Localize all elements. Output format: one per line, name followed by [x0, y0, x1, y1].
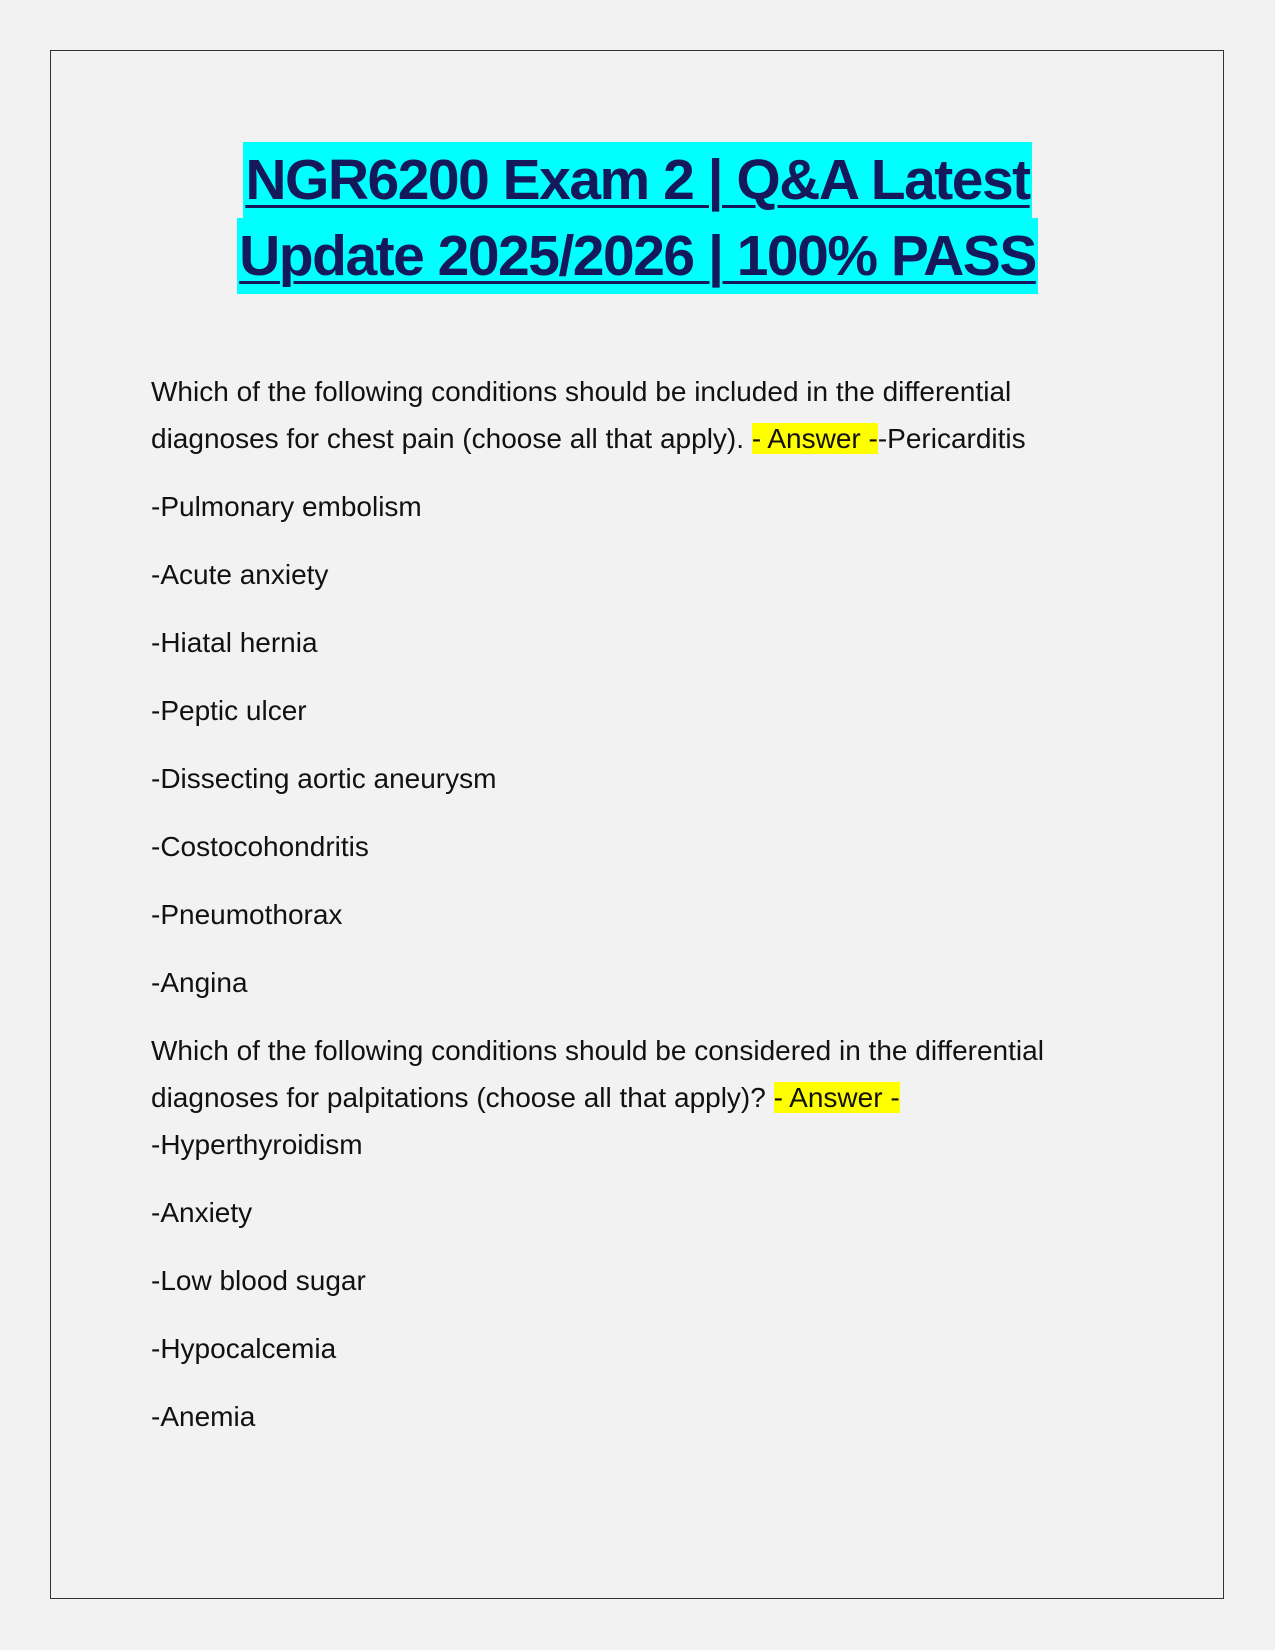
question-text: Which of the following conditions should be included in the differential diagnoses for chest pain (choose all that apply). — [151, 376, 1012, 454]
answer-item: -Peptic ulcer — [151, 695, 307, 726]
document-body — [151, 368, 1141, 1461]
answer-item: -Pericarditis — [877, 423, 1026, 454]
answer-item: -Hiatal hernia — [151, 627, 318, 658]
answer-item: -Anemia — [151, 1401, 256, 1432]
answer-item: -Angina — [151, 967, 248, 998]
title-line-1: NGR6200 Exam 2 | Q&A Latest — [243, 142, 1031, 218]
answer-item: -Pneumothorax — [151, 899, 343, 930]
answer-item: -Hypocalcemia — [151, 1333, 337, 1364]
answer-item: -Low blood sugar — [151, 1265, 366, 1296]
answer-item: -Dissecting aortic aneurysm — [151, 763, 497, 794]
answer-marker: - Answer - — [773, 1082, 900, 1113]
answer-item: -Hyperthyroidism — [151, 1129, 363, 1160]
document-title — [0, 142, 1275, 294]
answer-item: -Anxiety — [151, 1197, 253, 1228]
question-text: Which of the following conditions should be considered in the differential diagnoses for palpitations (choose all that apply)? — [151, 1035, 1044, 1113]
answer-marker: - Answer - — [751, 423, 878, 454]
question-block-1 — [151, 368, 1141, 462]
question-block-2 — [151, 1027, 1141, 1168]
answer-item: -Costocohondritis — [151, 831, 369, 862]
answer-item: -Acute anxiety — [151, 559, 329, 590]
answer-item: -Pulmonary embolism — [151, 491, 422, 522]
title-line-2: Update 2025/2026 | 100% PASS — [237, 218, 1038, 294]
